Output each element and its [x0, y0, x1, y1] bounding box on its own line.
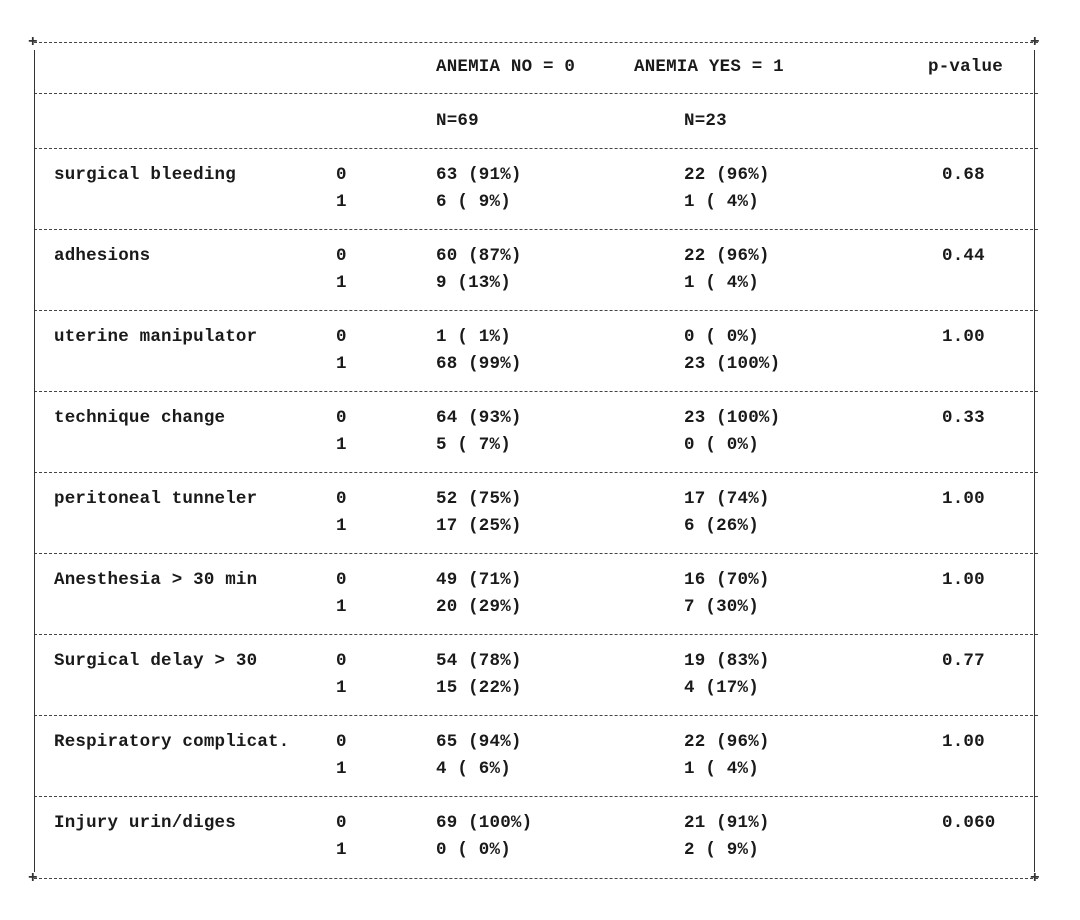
row-yes-1: 4 (17%)	[684, 678, 759, 698]
row-p-value: 0.77	[942, 651, 985, 671]
divider-row-2	[34, 310, 1038, 311]
row-level-0: 0	[336, 651, 347, 671]
row-no-1: 6 ( 9%)	[436, 192, 511, 212]
row-level-1: 1	[336, 840, 347, 860]
row-p-value: 0.68	[942, 165, 985, 185]
divider-row-1	[34, 229, 1038, 230]
row-level-0: 0	[336, 246, 347, 266]
row-yes-0: 23 (100%)	[684, 408, 781, 428]
corner-top-left: +	[28, 33, 38, 51]
row-no-0: 1 ( 1%)	[436, 327, 511, 347]
row-yes-0: 22 (96%)	[684, 732, 770, 752]
row-yes-1: 1 ( 4%)	[684, 273, 759, 293]
row-no-0: 65 (94%)	[436, 732, 522, 752]
n-anemia-yes: N=23	[684, 111, 727, 131]
divider-header	[34, 93, 1038, 94]
row-p-value: 0.33	[942, 408, 985, 428]
row-yes-0: 17 (74%)	[684, 489, 770, 509]
border-right	[1034, 50, 1035, 872]
corner-top-right: +	[1030, 33, 1040, 51]
row-yes-1: 2 ( 9%)	[684, 840, 759, 860]
row-no-0: 69 (100%)	[436, 813, 533, 833]
divider-row-3	[34, 391, 1038, 392]
row-level-1: 1	[336, 678, 347, 698]
row-level-1: 1	[336, 516, 347, 536]
border-bottom	[34, 878, 1038, 879]
row-level-0: 0	[336, 489, 347, 509]
row-p-value: 1.00	[942, 732, 985, 752]
row-yes-1: 1 ( 4%)	[684, 192, 759, 212]
row-level-0: 0	[336, 165, 347, 185]
row-level-1: 1	[336, 354, 347, 374]
corner-bottom-right: +	[1030, 869, 1040, 887]
row-yes-1: 1 ( 4%)	[684, 759, 759, 779]
divider-row-7	[34, 715, 1038, 716]
row-no-0: 52 (75%)	[436, 489, 522, 509]
row-level-1: 1	[336, 273, 347, 293]
corner-bottom-left: +	[28, 869, 38, 887]
row-yes-1: 23 (100%)	[684, 354, 781, 374]
row-label: peritoneal tunneler	[54, 489, 258, 509]
row-no-1: 20 (29%)	[436, 597, 522, 617]
row-no-1: 0 ( 0%)	[436, 840, 511, 860]
row-no-0: 60 (87%)	[436, 246, 522, 266]
row-yes-0: 16 (70%)	[684, 570, 770, 590]
row-label: surgical bleeding	[54, 165, 236, 185]
row-label: Anesthesia > 30 min	[54, 570, 258, 590]
row-no-1: 9 (13%)	[436, 273, 511, 293]
header-anemia-no: ANEMIA NO = 0	[436, 57, 576, 77]
row-no-0: 49 (71%)	[436, 570, 522, 590]
row-level-0: 0	[336, 327, 347, 347]
header-anemia-yes: ANEMIA YES = 1	[634, 57, 784, 77]
row-level-1: 1	[336, 759, 347, 779]
row-label: uterine manipulator	[54, 327, 258, 347]
row-yes-1: 6 (26%)	[684, 516, 759, 536]
row-level-0: 0	[336, 570, 347, 590]
row-level-1: 1	[336, 192, 347, 212]
border-left	[34, 50, 35, 872]
row-p-value: 0.060	[942, 813, 996, 833]
row-p-value: 1.00	[942, 489, 985, 509]
row-level-1: 1	[336, 435, 347, 455]
row-p-value: 1.00	[942, 327, 985, 347]
row-yes-0: 19 (83%)	[684, 651, 770, 671]
row-label: technique change	[54, 408, 226, 428]
row-yes-1: 7 (30%)	[684, 597, 759, 617]
row-yes-1: 0 ( 0%)	[684, 435, 759, 455]
divider-row-8	[34, 796, 1038, 797]
row-label: Respiratory complicat.	[54, 732, 290, 752]
row-yes-0: 22 (96%)	[684, 165, 770, 185]
divider-row-5	[34, 553, 1038, 554]
row-level-0: 0	[336, 732, 347, 752]
row-level-0: 0	[336, 813, 347, 833]
row-no-1: 4 ( 6%)	[436, 759, 511, 779]
row-p-value: 1.00	[942, 570, 985, 590]
n-anemia-no: N=69	[436, 111, 479, 131]
divider-n	[34, 148, 1038, 149]
divider-row-6	[34, 634, 1038, 635]
row-no-0: 64 (93%)	[436, 408, 522, 428]
row-yes-0: 21 (91%)	[684, 813, 770, 833]
row-level-1: 1	[336, 597, 347, 617]
row-no-1: 68 (99%)	[436, 354, 522, 374]
row-no-1: 15 (22%)	[436, 678, 522, 698]
border-top	[34, 42, 1038, 43]
row-no-1: 17 (25%)	[436, 516, 522, 536]
row-yes-0: 0 ( 0%)	[684, 327, 759, 347]
row-label: Surgical delay > 30	[54, 651, 258, 671]
row-no-0: 63 (91%)	[436, 165, 522, 185]
row-level-0: 0	[336, 408, 347, 428]
row-no-0: 54 (78%)	[436, 651, 522, 671]
row-label: Injury urin/diges	[54, 813, 236, 833]
row-label: adhesions	[54, 246, 151, 266]
row-no-1: 5 ( 7%)	[436, 435, 511, 455]
header-p-value: p-value	[928, 57, 1003, 77]
row-yes-0: 22 (96%)	[684, 246, 770, 266]
divider-row-4	[34, 472, 1038, 473]
row-p-value: 0.44	[942, 246, 985, 266]
